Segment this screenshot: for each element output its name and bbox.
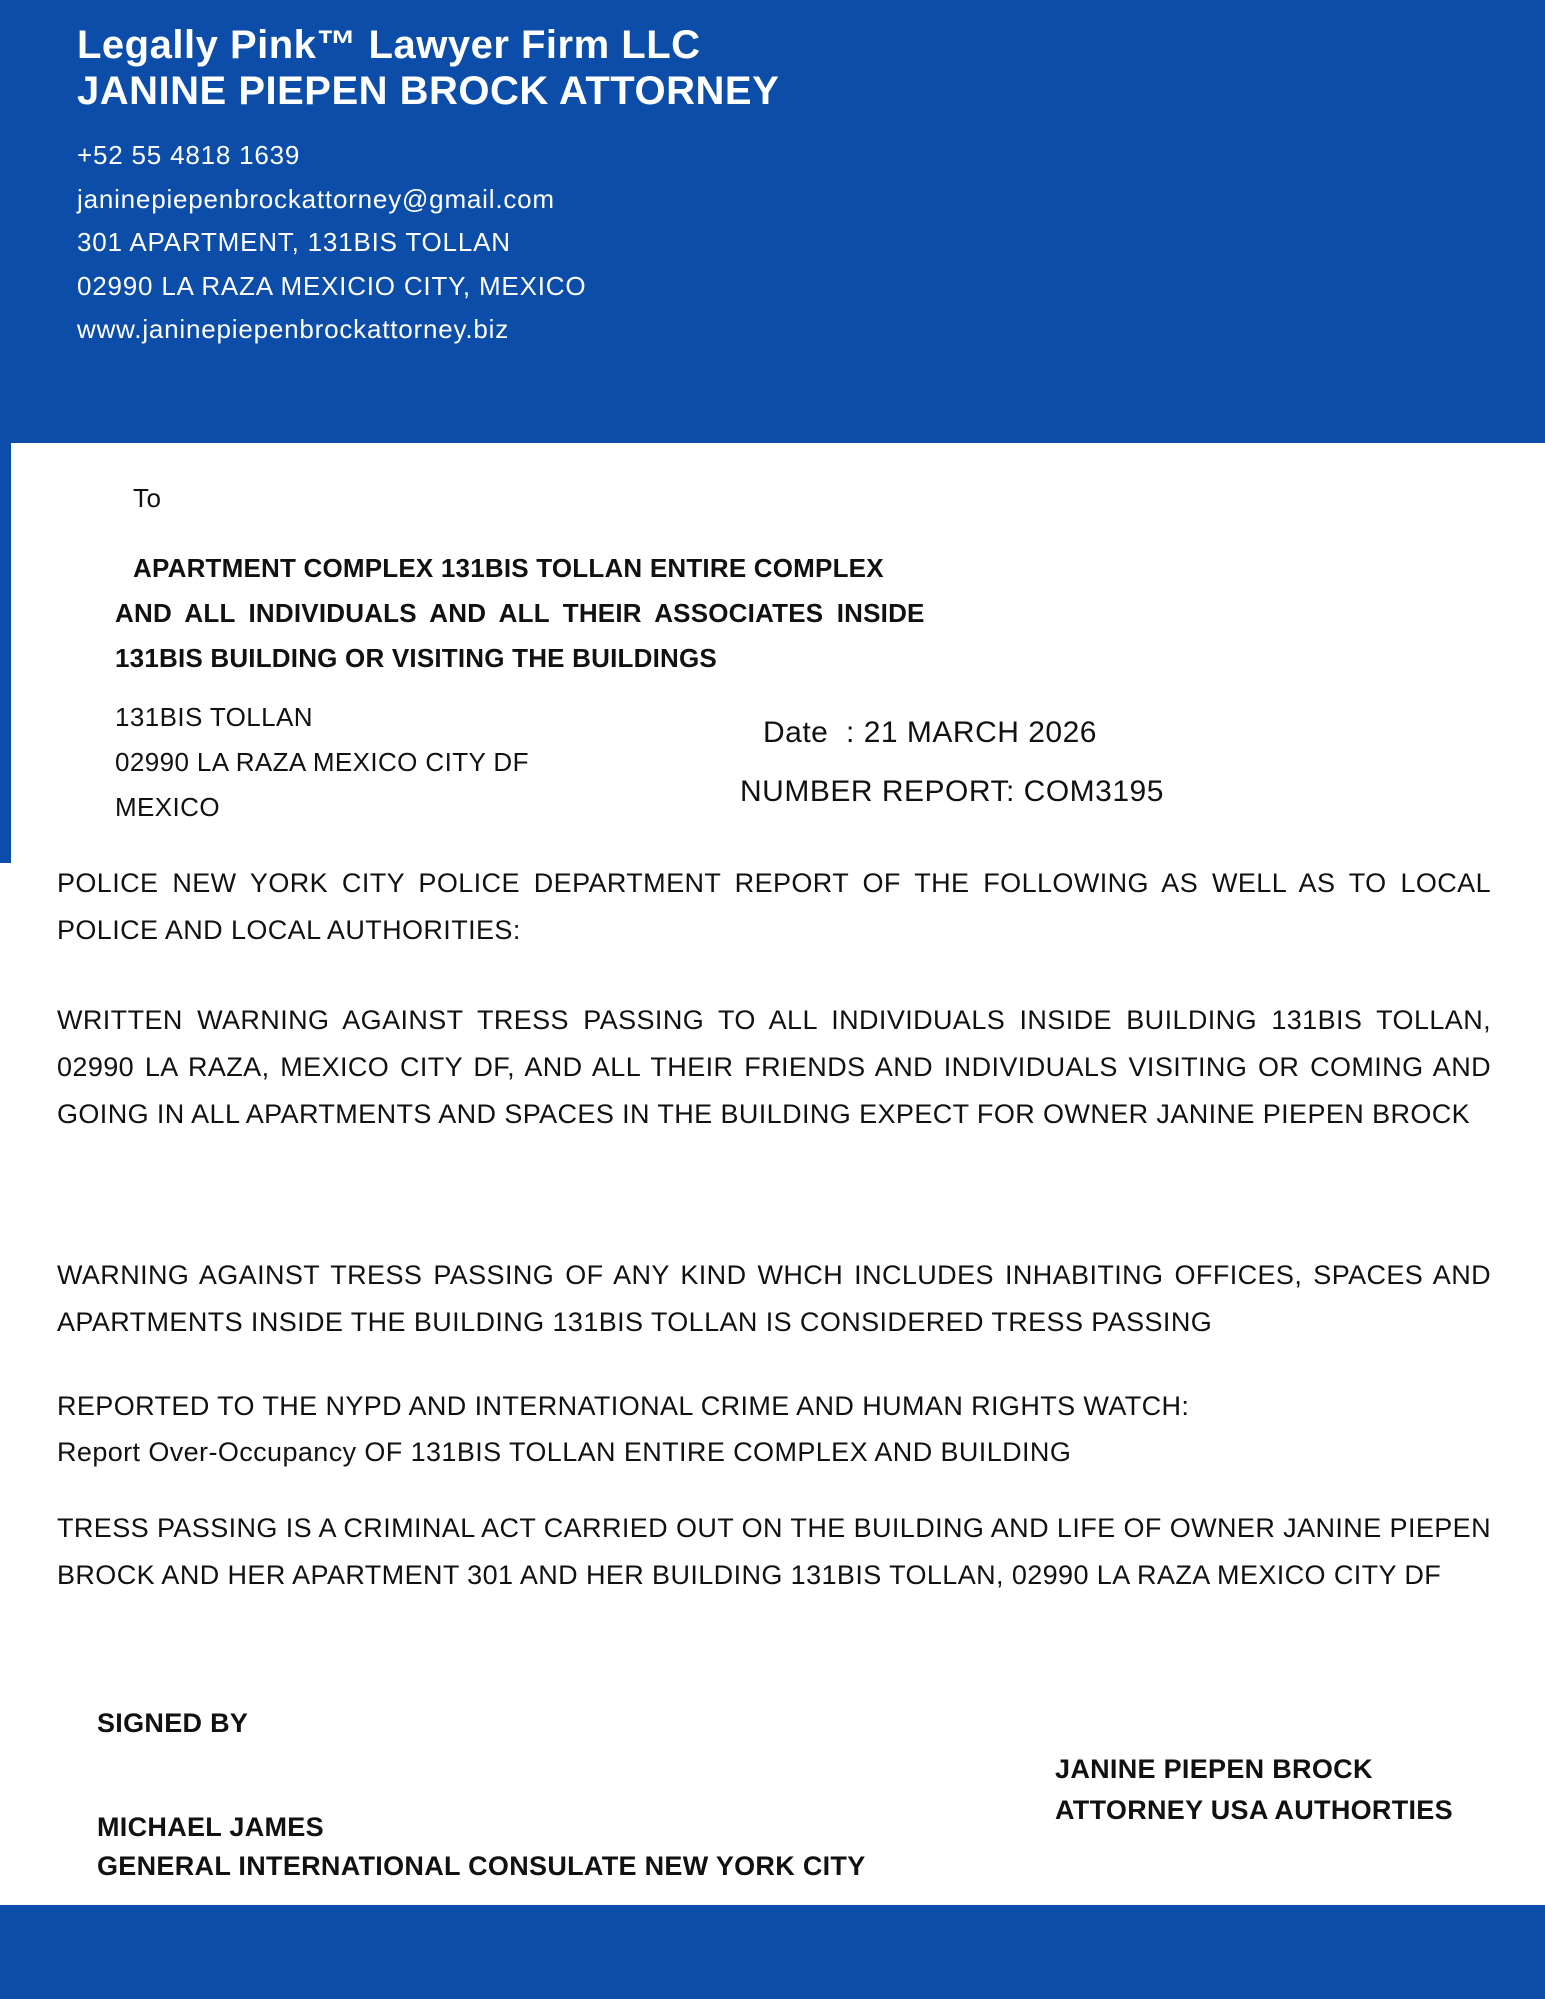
website-url: www.janinepiepenbrockattorney.biz [77,314,510,344]
reported-to-line: REPORTED TO THE NYPD AND INTERNATIONAL CRIME AND HUMAN RIGHTS WATCH: [57,1391,1190,1421]
body-paragraph-4 [57,1383,1491,1475]
body-paragraph-3: WARNING AGAINST TRESS PASSING OF ANY KIND WHCH INCLUDES INHABITING OFFICES, SPACES AND APARTMENTS INSIDE THE BUILDING 131BIS TOLLAN IS CONSIDERED TRESS PASSING [57,1260,1491,1337]
body-paragraph-2: WRITTEN WARNING AGAINST TRESS PASSING TO ALL INDIVIDUALS INSIDE BUILDING 131BIS TOLLAN, 02990 LA RAZA, MEXICO CITY DF, AND ALL THEIR FRIENDS AND INDIVIDUALS VISITING OR COMING AND GOING IN ALL APARTMENTS AND SPACES IN THE BUILDING EXPECT FOR OWNER JANINE PIEPEN BROCK [57,1005,1491,1129]
body-paragraph-5: TRESS PASSING IS A CRIMINAL ACT CARRIED OUT ON THE BUILDING AND LIFE OF OWNER JANINE PIEPEN BROCK AND HER APARTMENT 301 AND HER BUILDING 131BIS TOLLAN, 02990 LA RAZA MEXICO CITY DF [57,1513,1491,1590]
address-line: 131BIS TOLLAN [115,702,313,732]
signer-name: MICHAEL JAMES [97,1812,324,1842]
to-label: To [133,483,162,513]
recipient-line: 131BIS BUILDING OR VISITING THE BUILDINGS [115,643,717,673]
meta-block [740,703,1164,821]
recipient-line: APARTMENT COMPLEX 131BIS TOLLAN ENTIRE COMPLEX [133,553,884,583]
contact-block [77,134,1505,352]
signer-name: JANINE PIEPEN BROCK [1055,1754,1373,1784]
recipient-address-block [115,695,529,830]
left-accent-stripe [0,443,11,863]
attorney-name: JANINE PIEPEN BROCK ATTORNEY [77,69,780,113]
recipient-line: AND ALL INDIVIDUALS AND ALL THEIR ASSOCIATES INSIDE [115,598,925,628]
firm-name: Legally Pink™ Lawyer Firm LLC [77,23,701,67]
phone-number: +52 55 4818 1639 [77,140,301,170]
address-line: MEXICO [115,792,220,822]
recipient-block [115,546,925,681]
signer-title: ATTORNEY USA AUTHORTIES [1055,1795,1453,1825]
body-paragraph-1: POLICE NEW YORK CITY POLICE DEPARTMENT REPORT OF THE FOLLOWING AS WELL AS TO LOCAL POLICE AND LOCAL AUTHORITIES: [57,868,1491,945]
email-address: janinepiepenbrockattorney@gmail.com [77,183,555,214]
report-subject-line: Report Over-Occupancy OF 131BIS TOLLAN ENTIRE COMPLEX AND BUILDING [57,1437,1072,1467]
footer-accent-bar [0,1905,1545,1999]
signature-right [1055,1749,1453,1831]
report-number-line: NUMBER REPORT: COM3195 [740,775,1164,808]
signer-title: GENERAL INTERNATIONAL CONSULATE NEW YORK CITY [97,1851,866,1881]
letterhead [0,0,1545,443]
signed-by-label: SIGNED BY [97,1708,249,1738]
street-address: 301 APARTMENT, 131BIS TOLLAN [77,227,511,257]
date-line: Date : 21 MARCH 2026 [763,716,1097,749]
signature-left [97,1808,866,1886]
address-line: 02990 LA RAZA MEXICO CITY DF [115,747,529,777]
city-address: 02990 LA RAZA MEXICIO CITY, MEXICO [77,270,587,301]
